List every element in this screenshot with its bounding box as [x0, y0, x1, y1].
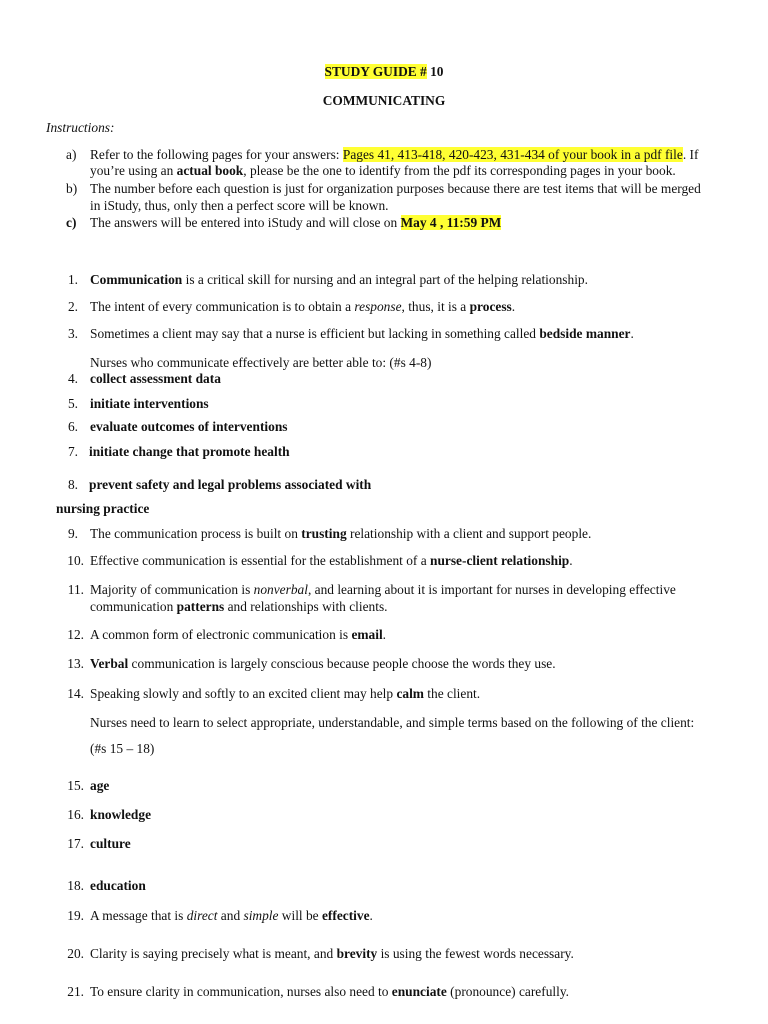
item-answer: nurse-client relationship	[430, 553, 570, 568]
instruction-c-text: The answers will be entered into iStudy and will close on	[90, 215, 401, 230]
item-text	[90, 945, 574, 962]
item-text-part: To ensure clarity in communication, nurses also need to	[90, 984, 392, 999]
item-text-part: .	[382, 627, 387, 642]
item-text-part: communication is largely conscious because people choose the words they use.	[128, 656, 556, 671]
item-text	[90, 626, 386, 643]
item-number: 1.	[67, 272, 78, 287]
item-answer: bedside manner	[539, 326, 631, 341]
item-text-part: Majority of communication is	[90, 582, 254, 597]
item-text-part: Clarity is saying precisely what is meant, and	[90, 946, 337, 961]
instruction-b-marker: b)	[66, 181, 78, 196]
deadline-highlight: May 4 , 11:59 PM	[400, 215, 502, 230]
item-number: 18.	[67, 878, 84, 893]
section-note-range: (#s 15 – 18)	[90, 741, 155, 756]
item-number: 19.	[67, 908, 84, 923]
title-highlight: STUDY GUIDE #	[324, 64, 427, 79]
item-text-part: and	[217, 908, 244, 923]
item-text-part: , and learning about it is important for nurses in developing effective	[307, 582, 676, 597]
instruction-a-marker: a)	[66, 147, 77, 162]
item-answer: effective	[321, 908, 370, 923]
item-text	[90, 655, 556, 672]
item-text	[90, 983, 569, 1000]
actual-book-bold: actual book	[176, 163, 244, 178]
item-answer: brevity	[336, 946, 378, 961]
item-number: 7.	[67, 444, 78, 459]
item-text-part: relationship with a client and support people.	[346, 526, 592, 541]
item-answer: evaluate outcomes of interventions	[90, 419, 288, 434]
item-text-part: will be	[278, 908, 322, 923]
item-text-part: is using the fewest words necessary.	[377, 946, 574, 961]
item-answer: trusting	[301, 526, 347, 541]
item-number: 12.	[67, 627, 84, 642]
item-text-part: , thus, it is a	[401, 299, 470, 314]
item-text-part: .	[569, 553, 573, 568]
item-text	[90, 325, 634, 342]
item-text-part: The intent of every communication is to obtain a	[90, 299, 355, 314]
item-answer: enunciate	[391, 984, 447, 999]
item-italic: direct	[186, 908, 218, 923]
item-text-part: the client.	[423, 686, 481, 701]
item-italic: simple	[243, 908, 279, 923]
item-answer: education	[90, 878, 146, 893]
item-text	[90, 525, 591, 542]
item-text-part: The communication process is built on	[90, 526, 302, 541]
item-answer: patterns	[176, 599, 225, 614]
item-answer: prevent safety and legal problems associated with	[89, 477, 372, 492]
instructions-label: Instructions:	[46, 120, 115, 135]
item-number: 16.	[67, 807, 84, 822]
item-text-part: is a critical skill for nursing and an integral part of the helping relationship.	[182, 272, 588, 287]
instruction-a-text-end: . If	[682, 147, 699, 162]
item-number: 13.	[67, 656, 84, 671]
item-number: 8.	[67, 477, 78, 492]
item-text	[90, 271, 588, 288]
instruction-b-line2: in iStudy, thus, only then a perfect score will be known.	[90, 198, 389, 213]
item-text-part: .	[630, 326, 634, 341]
item-number: 6.	[67, 419, 78, 434]
item-text-part: A message that is	[90, 908, 187, 923]
page-subtitle: COMMUNICATING	[322, 93, 446, 108]
item-italic: nonverbal	[253, 582, 308, 597]
item-number: 9.	[67, 526, 78, 541]
instruction-a-line1	[90, 146, 698, 163]
item-text-part: Sometimes a client may say that a nurse is efficient but lacking in something called	[90, 326, 540, 341]
item-text-part: A common form of electronic communication is	[90, 627, 352, 642]
item-text-part: .	[369, 908, 373, 923]
item-answer: Communication	[90, 272, 183, 287]
item-number: 3.	[67, 326, 78, 341]
item-text	[90, 552, 573, 569]
instruction-b-line1: The number before each question is just for organization purposes because there are test items that will be merged	[90, 181, 701, 196]
item-answer: initiate change that promote health	[89, 444, 290, 459]
instruction-a-text3: you’re using an	[90, 163, 177, 178]
item-answer: collect assessment data	[90, 371, 221, 386]
item-answer: age	[90, 778, 110, 793]
item-number: 20.	[67, 946, 84, 961]
item-text-part: and relationships with clients.	[224, 599, 388, 614]
item-text	[90, 685, 480, 702]
item-text-part: Speaking slowly and softly to an excited client may help	[90, 686, 397, 701]
item-answer: knowledge	[90, 807, 152, 822]
item-answer: culture	[90, 836, 131, 851]
item-answer: Verbal	[90, 656, 129, 671]
item-number: 17.	[67, 836, 84, 851]
instruction-a-line2	[90, 162, 676, 179]
pages-highlight: Pages 41, 413-418, 420-423, 431-434 of your book in a pdf file	[342, 147, 683, 162]
item-text-part: Effective communication is essential for the establishment of a	[90, 553, 430, 568]
item-answer: initiate interventions	[90, 396, 209, 411]
item-text	[90, 907, 373, 924]
item-answer: process	[469, 299, 512, 314]
instruction-c-marker: c)	[66, 215, 77, 230]
item-number: 21.	[67, 984, 84, 999]
item-italic: response	[354, 299, 402, 314]
item-answer: calm	[396, 686, 424, 701]
instruction-a-text: Refer to the following pages for your answers:	[90, 147, 343, 162]
page-title	[0, 63, 768, 80]
item-number: 14.	[67, 686, 84, 701]
section-note: Nurses need to learn to select appropriate, understandable, and simple terms based on the following of the client:	[90, 715, 695, 730]
item-number: 15.	[67, 778, 84, 793]
item-text-continued	[90, 598, 388, 615]
item-text-part: (pronounce) carefully.	[446, 984, 570, 999]
instruction-c-line	[90, 214, 501, 231]
item-text	[90, 298, 515, 315]
item-number: 4.	[67, 371, 78, 386]
section-note: Nurses who communicate effectively are better able to: (#s 4-8)	[90, 355, 432, 370]
item-answer-continued: nursing practice	[56, 501, 150, 516]
item-number: 5.	[67, 396, 78, 411]
item-text-part: communication	[90, 599, 177, 614]
item-number: 2.	[67, 299, 78, 314]
instruction-a-text4: , please be the one to identify from the pdf its corresponding pages in your book.	[243, 163, 676, 178]
item-answer: email	[351, 627, 383, 642]
item-number: 11.	[67, 582, 84, 597]
title-number: 10	[426, 64, 444, 79]
item-text	[90, 581, 676, 598]
item-text-part: .	[511, 299, 516, 314]
item-number: 10.	[67, 553, 84, 568]
